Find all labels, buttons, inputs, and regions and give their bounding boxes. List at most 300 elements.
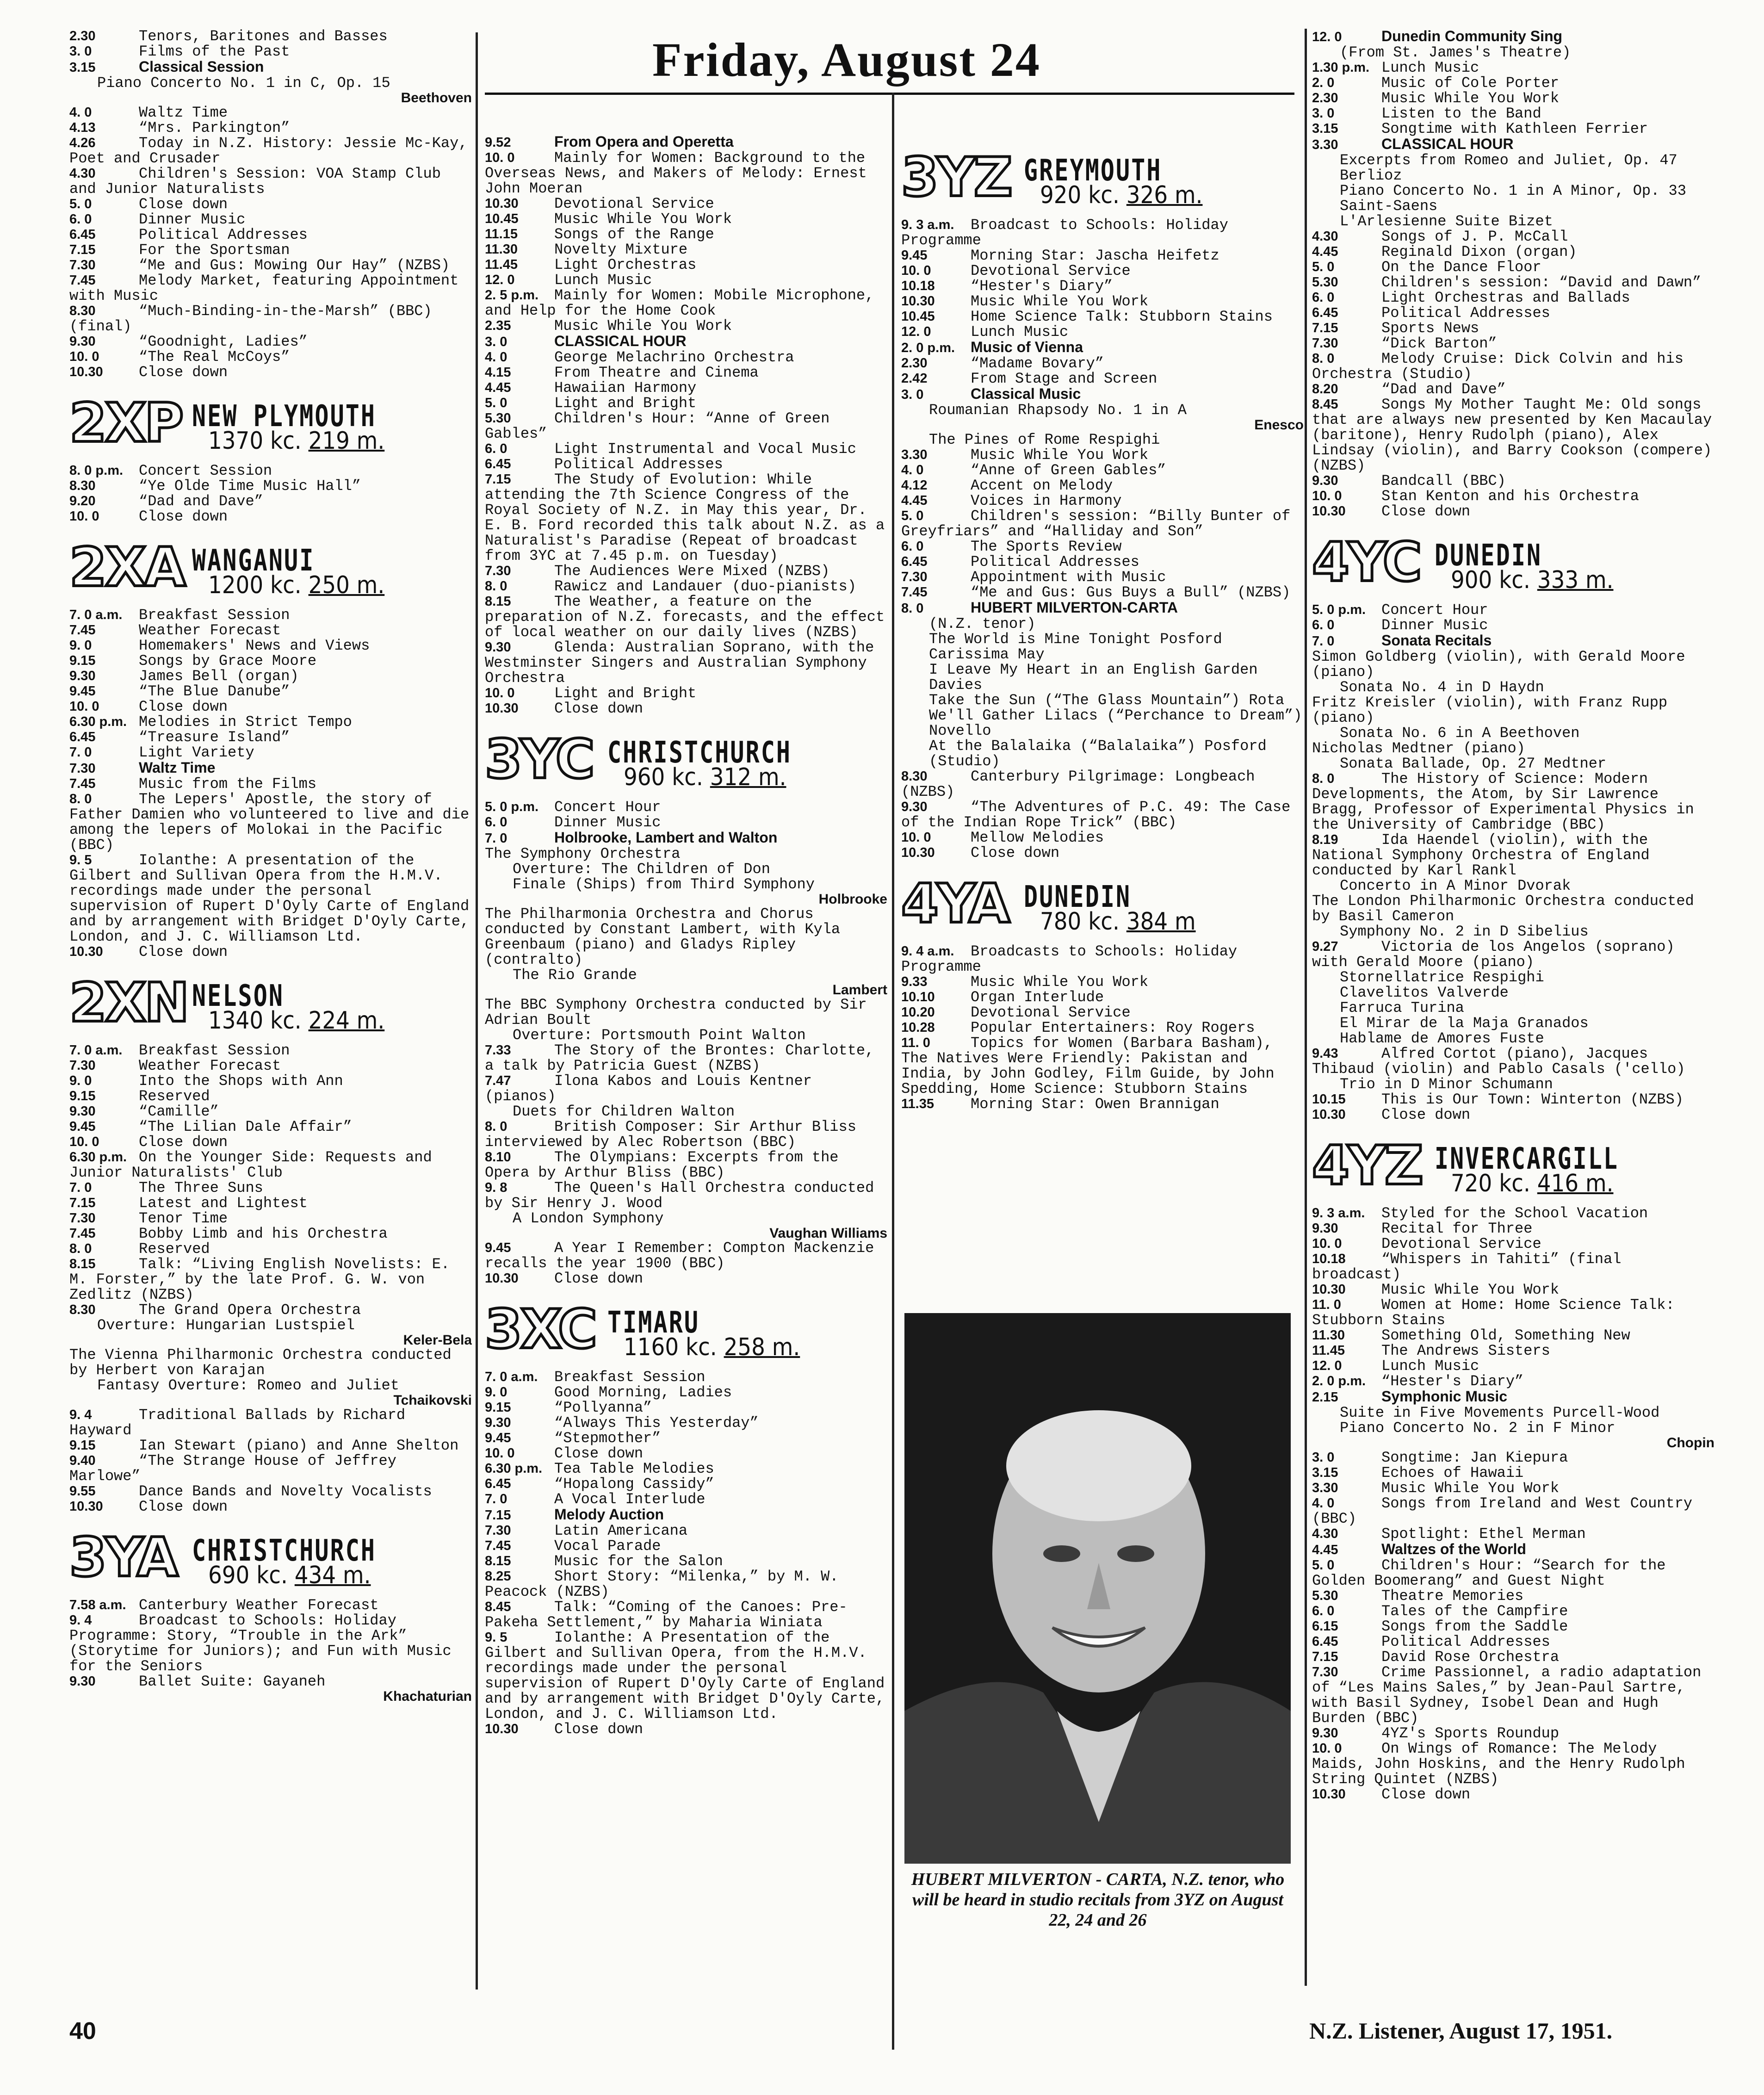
programme-title: Into the Shops with Ann <box>139 1072 343 1090</box>
programme-title: On the Younger Side: Requests and Junior Naturalists' Club <box>69 1149 432 1181</box>
time: 9. 0 <box>485 1385 508 1400</box>
programme-title: The Queen's Hall Orchestra conducted by Sir Henry J. Wood <box>485 1179 874 1212</box>
programme-entry <box>69 136 472 166</box>
wavelength: 384 m <box>1126 908 1196 936</box>
programme-title: Dunedin Community Sing <box>1381 29 1563 44</box>
programme-entry <box>901 508 1304 539</box>
programme-title: Concert Hour <box>554 799 661 816</box>
programme-entry <box>485 1476 887 1492</box>
programme-entry <box>901 324 1304 340</box>
programme-entry <box>1312 1726 1714 1741</box>
programme-title: Waltz Time <box>139 104 228 121</box>
programme-entry <box>69 1453 472 1484</box>
time: 4.12 <box>901 478 928 493</box>
time: 9.33 <box>901 974 928 989</box>
programme-entry <box>69 1257 472 1302</box>
programme-entry <box>901 539 1304 554</box>
time: 9.30 <box>1312 473 1338 488</box>
programme-entry <box>1312 1252 1714 1282</box>
programme-title: Crime Passionnel, a radio adaptation of “Les Mains Sales,” by Jean-Paul Sartre, with Basil Sydney, Isobel Dean and Hugh Burden (BBC) <box>1312 1664 1702 1727</box>
programme-title: Lunch Music <box>1381 1357 1479 1375</box>
programme-entry <box>1312 321 1714 336</box>
time: 7.30 <box>69 1058 96 1073</box>
time: 10. 0 <box>901 830 931 845</box>
time: 10.30 <box>485 701 519 716</box>
programme-title: “The Adventures of P.C. 49: The Case of the Indian Rope Trick” (BBC) <box>901 799 1291 831</box>
time: 8. 0 <box>901 601 924 616</box>
programme-title: Songs from the Saddle <box>1381 1618 1568 1635</box>
programme-entry <box>1312 1619 1714 1634</box>
time: 8.45 <box>1312 397 1338 412</box>
column-4 <box>1312 29 1714 1981</box>
programme-title: Light Instrumental and Vocal Music <box>554 440 856 458</box>
station-header-2xp <box>69 392 472 455</box>
programme-title: Homemakers' News and Views <box>139 637 370 654</box>
time: 11.35 <box>901 1097 934 1111</box>
time: 3. 0 <box>485 335 508 349</box>
time: 9.30 <box>1312 1726 1338 1741</box>
time: 2. 5 p.m. <box>485 288 539 303</box>
programme-title: Songs from Ireland and West Country (BBC) <box>1312 1495 1693 1527</box>
footer-credit: N.Z. Listener, August 17, 1951. <box>1309 2018 1613 2044</box>
programme-entry <box>485 1385 887 1400</box>
programme-title: Listen to the Band <box>1381 105 1541 122</box>
programme-title: Light Orchestras <box>554 256 697 273</box>
time: 7. 0 a.m. <box>69 607 123 622</box>
programme-entry <box>69 1134 472 1150</box>
time: 11.45 <box>485 257 518 272</box>
programme-title: Fritz Kreisler (violin), with Franz Rupp (piano) <box>1312 694 1668 726</box>
time: 7.30 <box>69 258 96 273</box>
programme-entry <box>1312 1526 1714 1542</box>
programme-title: Glenda: Australian Soprano, with the Westminster Singers and Australian Symphony Orchestra <box>485 639 874 687</box>
programme-title: Melodies in Strict Tempo <box>139 713 352 731</box>
sub-line: Fantasy Overture: Romeo and Juliet <box>97 1377 399 1394</box>
programme-title: “Dick Barton” <box>1381 335 1497 352</box>
composer: Holbrooke <box>818 892 887 907</box>
station-city: INVERCARGILL <box>1435 1142 1619 1176</box>
programme-entry <box>1312 29 1714 45</box>
programme-entry <box>1312 260 1714 275</box>
time: 9.30 <box>69 1104 96 1119</box>
time: 8.10 <box>485 1150 511 1165</box>
programme-entry <box>1312 602 1714 618</box>
time: 6. 0 <box>901 539 924 554</box>
time: 7.33 <box>485 1043 511 1058</box>
time: 2.42 <box>901 371 928 386</box>
programme-entry <box>901 585 1304 600</box>
programme-entry <box>485 242 887 257</box>
composer: Keler-Bela <box>403 1333 472 1348</box>
time: 7.30 <box>485 564 511 578</box>
sub-line: Sonata Ballade, Op. 27 Medtner <box>1340 755 1607 772</box>
time: 9. 5 <box>485 1630 508 1645</box>
time: 7.15 <box>1312 321 1338 335</box>
sub-line: L'Arlesienne Suite Bizet <box>1340 213 1553 230</box>
station-callsign: 2XN <box>69 972 188 1034</box>
programme-title: Political Addresses <box>971 553 1139 570</box>
programme-title: “Anne of Green Gables” <box>971 462 1166 479</box>
programme-entry <box>69 1058 472 1073</box>
programme-title: Broadcast to Schools: Holiday Programme: Story, “Trouble in the Ark” (Storytime for Juniors); and Fun with Music for the Seniors <box>69 1612 452 1675</box>
time: 8. 0 <box>1312 351 1335 366</box>
programme-entry <box>1312 1046 1714 1077</box>
programme-title: Nicholas Medtner (piano) <box>1312 740 1525 757</box>
sub-line: Concerto in A Minor Dvorak <box>1340 877 1571 894</box>
time: 6.30 p.m. <box>69 1150 127 1165</box>
programme-entry <box>69 653 472 669</box>
programme-entry <box>1312 1282 1714 1297</box>
programme-title: Political Addresses <box>554 456 723 473</box>
time: 2.15 <box>1312 1390 1338 1405</box>
programme-title: Music for the Salon <box>554 1553 723 1570</box>
sub-line: The World is Mine Tonight Posford <box>929 631 1222 648</box>
time: 9.52 <box>485 135 511 150</box>
programme-title: Close down <box>1381 503 1471 520</box>
sub-line: (N.Z. tenor) <box>929 615 1036 632</box>
programme-entry <box>901 371 1304 386</box>
programme-entry <box>1312 1328 1714 1343</box>
sub-line: Stornellatrice Respighi <box>1340 969 1544 986</box>
programme-entry <box>901 294 1304 309</box>
time: 3. 0 <box>69 44 92 59</box>
wavelength: 326 m. <box>1126 181 1203 209</box>
programme-entry <box>1312 1649 1714 1665</box>
time: 7.15 <box>69 1196 96 1210</box>
programme-entry <box>1312 1496 1714 1526</box>
programme-title: “Dad and Dave” <box>139 493 263 510</box>
programme-title: Music While You Work <box>1381 1281 1560 1298</box>
programme-title: Breakfast Session <box>139 1042 290 1059</box>
time: 6.15 <box>1312 1619 1338 1634</box>
programme-title: Popular Entertainers: Roy Rogers <box>971 1019 1255 1036</box>
time: 10.30 <box>1312 1787 1346 1802</box>
time: 9.40 <box>69 1453 96 1468</box>
programme-title: “The Lilian Dale Affair” <box>139 1118 352 1135</box>
time: 3.15 <box>1312 1465 1338 1480</box>
programme-entry <box>69 760 472 776</box>
programme-title: The Symphony Orchestra <box>485 845 681 862</box>
programme-title: Bandcall (BBC) <box>1381 472 1506 490</box>
page-number: 40 <box>69 2018 96 2045</box>
programme-entry <box>1312 1481 1714 1496</box>
programme-title: Mainly for Women: Mobile Microphone, and Help for the Home Cook <box>485 287 874 319</box>
programme-entry <box>901 386 1304 403</box>
programme-entry <box>901 944 1304 974</box>
programme-title: Sonata Recitals <box>1381 632 1492 649</box>
time: 9.15 <box>69 1438 96 1453</box>
column-1 <box>69 29 472 1972</box>
composer: Tchaikovski <box>393 1393 472 1408</box>
programme-title: Ida Haendel (violin), with the National Symphony Orchestra of England conducted by Karl Rankl <box>1312 831 1650 879</box>
sub-line: Take the Sun (“The Glass Mountain”) Rota <box>929 692 1285 709</box>
time: 9. 3 a.m. <box>1312 1206 1365 1221</box>
programme-title: Reginald Dixon (organ) <box>1381 243 1577 260</box>
station-frequency <box>208 1007 384 1035</box>
time: 10.30 <box>1312 1282 1346 1297</box>
time: 5.30 <box>485 411 511 426</box>
programme-title: Music While You Work <box>971 973 1149 991</box>
programme-title: Devotional Service <box>971 262 1131 279</box>
station-frequency <box>1040 181 1202 209</box>
programme-title: From Opera and Operetta <box>554 134 734 150</box>
programme-entry <box>485 1523 887 1538</box>
time: 4.26 <box>69 136 96 150</box>
programme-title: Music While You Work <box>554 211 732 228</box>
programme-entry <box>485 1400 887 1415</box>
programme-entry <box>901 990 1304 1005</box>
time: 2. 0 p.m. <box>1312 1374 1366 1388</box>
programme-entry <box>1312 1358 1714 1374</box>
station-header-4ya <box>901 873 1304 936</box>
station-city: CHRISTCHURCH <box>192 1534 377 1568</box>
programme-title: Latin Americana <box>554 1522 688 1539</box>
programme-title: Close down <box>139 364 228 381</box>
time: 10. 0 <box>69 509 99 524</box>
programme-entry <box>69 1180 472 1196</box>
programme-title: Morning Star: Owen Brannigan <box>971 1096 1219 1113</box>
programme-entry <box>69 638 472 653</box>
time: 9. 0 <box>69 1073 92 1088</box>
time: 10.30 <box>1312 504 1346 519</box>
time: 5.30 <box>1312 275 1338 290</box>
time: 6.45 <box>1312 305 1338 320</box>
time: 4. 0 <box>485 350 508 365</box>
time: 10. 0 <box>69 699 99 714</box>
time: 11.30 <box>485 242 518 257</box>
time: 7.30 <box>901 570 928 584</box>
time: 7.15 <box>485 472 511 487</box>
time: 9.15 <box>485 1400 511 1415</box>
time: 9.30 <box>1312 1221 1338 1236</box>
time: 6. 0 <box>485 815 508 830</box>
sub-line: Excerpts from Romeo and Juliet, Op. 47 Berlioz <box>1340 152 1677 184</box>
programme-entry <box>1312 244 1714 260</box>
programme-title: Songs My Mother Taught Me: Old songs that are always new presented by Ken Macaulay (baritone), Henry Rudolph (piano), Alex Lindsay (violin), and Barry Cookson (compere) (NZBS) <box>1312 396 1712 474</box>
programme-entry <box>69 1484 472 1499</box>
programme-title: Music While You Work <box>1381 90 1560 107</box>
programme-entry <box>69 1211 472 1226</box>
programme-title: Lunch Music <box>971 323 1069 341</box>
programme-entry <box>901 600 1304 616</box>
time: 8.15 <box>69 1257 96 1271</box>
time: 4.30 <box>1312 1526 1338 1541</box>
time: 4. 0 <box>1312 1496 1335 1511</box>
programme-entry <box>485 211 887 227</box>
station-callsign: 2XA <box>69 536 184 599</box>
programme-title: “Pollyanna” <box>554 1399 652 1416</box>
programme-entry <box>901 217 1304 248</box>
composer: Enesco <box>1254 417 1304 433</box>
programme-entry <box>1312 832 1714 878</box>
time: 4. 0 <box>901 463 924 477</box>
programme-title: “Camille” <box>139 1103 219 1120</box>
programme-title: Morning Star: Jascha Heifetz <box>971 247 1219 264</box>
programme-title: Melody Cruise: Dick Colvin and his Orchestra (Studio) <box>1312 350 1684 383</box>
time: 5. 0 p.m. <box>1312 602 1366 617</box>
sub-line: El Mirar de la Maja Granados <box>1340 1015 1589 1032</box>
programme-list <box>901 944 1304 1112</box>
programme-entry <box>1312 1297 1714 1328</box>
programme-entry <box>485 1073 887 1104</box>
station-callsign: 3YA <box>69 1526 177 1589</box>
programme-list <box>69 607 472 960</box>
programme-title: “Ye Olde Time Music Hall” <box>139 477 361 495</box>
time: 9.45 <box>69 684 96 699</box>
time: 7.45 <box>901 585 928 600</box>
time: 9.30 <box>69 1674 96 1689</box>
programme-title: Songtime: Jan Kiepura <box>1381 1449 1568 1466</box>
programme-title: Political Addresses <box>139 226 308 243</box>
time: 11.15 <box>485 227 518 242</box>
programme-title: Talk: “Coming of the Canoes: Pre-Pakeha Settlement,” by Maharia Winiata <box>485 1599 848 1631</box>
programme-title: Close down <box>554 1445 644 1462</box>
programme-list <box>69 29 472 380</box>
time: 9.45 <box>485 1240 511 1255</box>
time: 6.45 <box>69 227 96 242</box>
programme-entry <box>1312 275 1714 290</box>
programme-entry <box>485 441 887 457</box>
programme-entry <box>485 380 887 396</box>
time: 8.19 <box>1312 832 1338 847</box>
time: 8.30 <box>901 769 928 784</box>
programme-title: From Theatre and Cinema <box>554 364 759 381</box>
frequency-kc: 1160 kc. <box>624 1333 717 1361</box>
programme-entry <box>1312 290 1714 305</box>
programme-title: 4YZ's Sports Roundup <box>1381 1725 1560 1742</box>
programme-title: Light Variety <box>139 744 254 761</box>
programme-entry <box>485 1431 887 1446</box>
programme-entry <box>901 478 1304 493</box>
time: 8.25 <box>485 1569 511 1584</box>
programme-entry <box>1312 649 1714 680</box>
programme-entry <box>69 684 472 699</box>
programme-entry <box>485 830 887 846</box>
programme-title: Appointment with Music <box>971 569 1166 586</box>
programme-title: Iolanthe: A Presentation of the Gilbert and Sullivan Opera, from the H.M.V. recordings made under the personal supervision of Rupert D'Oyly Carte of England and by arrangement with Bridget D'Oyly Carte, London, and J. C. Williamson Ltd. <box>485 1629 885 1723</box>
programme-title: Ian Stewart (piano) and Anne Shelton <box>139 1437 459 1454</box>
programme-entry <box>901 463 1304 478</box>
time: 12. 0 <box>901 324 931 339</box>
programme-title: Mainly for Women: Background to the Overseas News, and Makers of Melody: Ernest John Moeran <box>485 149 867 197</box>
time: 6. 0 <box>1312 618 1335 632</box>
sub-line: Piano Concerto No. 2 in F Minor <box>1340 1419 1615 1437</box>
sub-line: (Studio) <box>929 753 1000 770</box>
programme-title: Dance Bands and Novelty Vocalists <box>139 1483 432 1500</box>
station-city: WANGANUI <box>192 544 315 578</box>
time: 3. 0 <box>901 387 924 402</box>
time: 10. 0 <box>485 686 515 700</box>
time: 12. 0 <box>1312 1358 1342 1373</box>
programme-entry <box>69 509 472 524</box>
programme-entry <box>69 59 472 75</box>
time: 6.30 p.m. <box>69 714 127 729</box>
programme-entry <box>901 248 1304 263</box>
programme-entry <box>69 463 472 478</box>
programme-entry <box>485 457 887 472</box>
programme-entry <box>485 815 887 830</box>
programme-title: Close down <box>554 1721 644 1738</box>
programme-entry <box>901 263 1304 279</box>
time: 6. 0 <box>1312 290 1335 305</box>
wavelength: 312 m. <box>710 763 786 791</box>
station-header-3ya <box>69 1526 472 1589</box>
time: 9. 4 <box>69 1407 92 1422</box>
time: 9. 3 a.m. <box>901 217 954 232</box>
station-callsign: 4YA <box>901 873 1009 935</box>
time: 9.15 <box>69 653 96 668</box>
programme-entry <box>485 594 887 640</box>
programme-title: Music of Cole Porter <box>1381 74 1560 92</box>
sub-line: I Leave My Heart in an English Garden Davies <box>929 661 1258 694</box>
time: 2.30 <box>69 29 96 43</box>
time: 9. 8 <box>485 1180 508 1195</box>
time: 6.45 <box>69 730 96 744</box>
time: 9. 5 <box>69 853 92 868</box>
programme-entry <box>485 150 887 196</box>
programme-title: Devotional Service <box>1381 1235 1541 1252</box>
station-header-2xn <box>69 972 472 1035</box>
time: 2.35 <box>485 318 511 333</box>
programme-entry <box>1312 695 1714 725</box>
programme-title: Melody Auction <box>554 1506 664 1523</box>
programme-entry <box>1312 60 1714 75</box>
programme-title: Music While You Work <box>1381 1480 1560 1497</box>
time: 9.30 <box>69 334 96 349</box>
time: 9. 4 a.m. <box>901 944 954 959</box>
programme-entry <box>485 800 887 815</box>
programme-entry <box>1312 939 1714 970</box>
programme-entry <box>1312 1221 1714 1236</box>
programme-entry <box>1312 1450 1714 1465</box>
programme-entry <box>485 1461 887 1476</box>
time: 7. 0 a.m. <box>485 1370 538 1384</box>
time: 7.45 <box>69 1226 96 1241</box>
time: 7.45 <box>485 1538 511 1553</box>
programme-title: “Me and Gus: Mowing Our Hay” (NZBS) <box>139 257 450 274</box>
programme-title: “Mrs. Parkington” <box>139 119 290 136</box>
frequency-kc: 720 kc. <box>1451 1170 1530 1197</box>
programme-entry <box>69 227 472 242</box>
station-header-3yc <box>485 728 887 791</box>
portrait-photo <box>904 1313 1291 1864</box>
programme-title: Alfred Cortot (piano), Jacques Thibaud (violin) and Pablo Casals ('cello) <box>1312 1045 1685 1078</box>
station-frequency <box>1451 1170 1613 1197</box>
programme-title: A Vocal Interlude <box>554 1491 706 1508</box>
programme-title: Broadcast to Schools: Holiday Programme <box>901 217 1228 249</box>
programme-title: Lunch Music <box>1381 59 1479 76</box>
programme-entry <box>1312 741 1714 756</box>
programme-entry <box>485 686 887 701</box>
programme-entry <box>69 607 472 623</box>
programme-entry <box>69 1043 472 1058</box>
programme-title: Songs of J. P. McCall <box>1381 228 1568 245</box>
programme-entry <box>485 134 887 150</box>
programme-title: Lunch Music <box>554 272 652 289</box>
programme-title: Close down <box>139 698 228 715</box>
programme-entry <box>69 1104 472 1119</box>
programme-title: The London Philharmonic Orchestra conducted by Basil Cameron <box>1312 893 1694 925</box>
programme-title: Weather Forecast <box>139 1057 281 1074</box>
programme-title: The BBC Symphony Orchestra conducted by Sir Adrian Boult <box>485 996 867 1029</box>
programme-entry <box>1312 1389 1714 1405</box>
programme-list <box>485 134 887 716</box>
programme-entry <box>1312 229 1714 244</box>
time: 11.45 <box>1312 1343 1345 1358</box>
programme-entry <box>1312 1092 1714 1107</box>
programme-entry <box>1312 336 1714 351</box>
programme-title: Short Story: “Milenka,” by M. W. Peacock (NZBS) <box>485 1568 839 1600</box>
